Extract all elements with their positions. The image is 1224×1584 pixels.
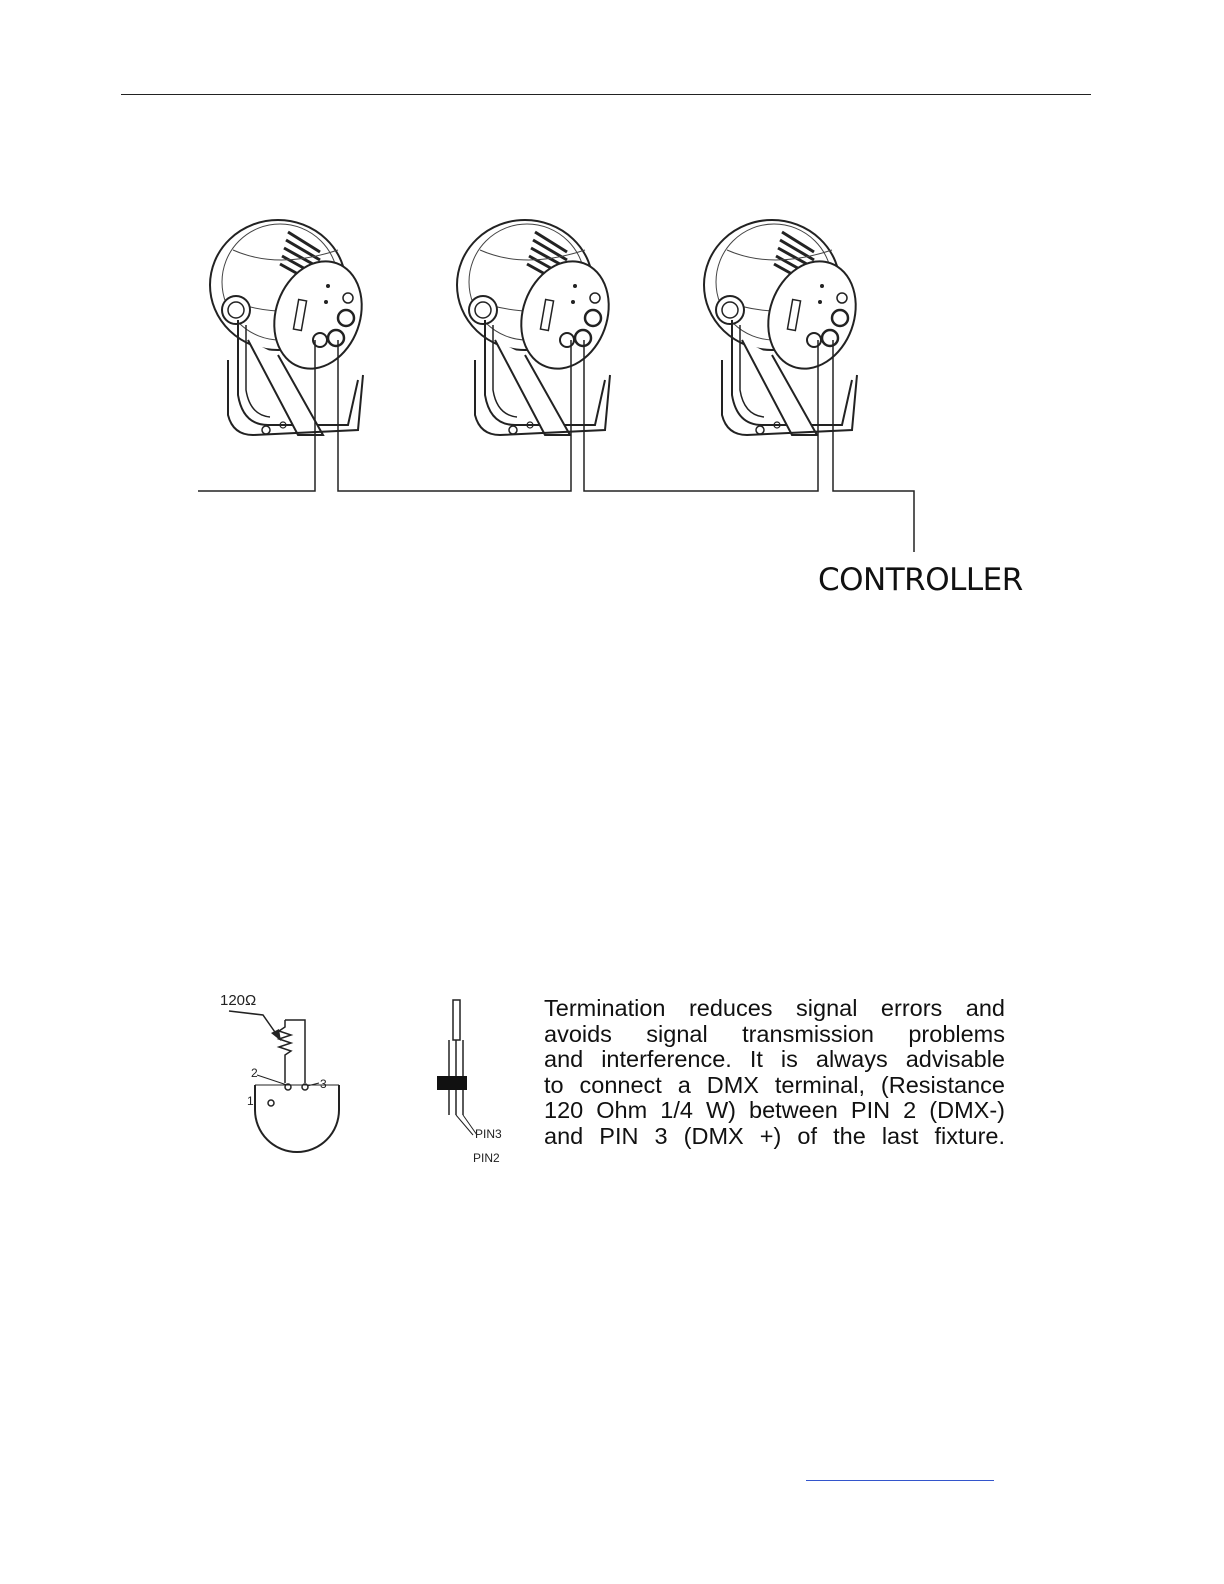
pin-label-3: 3 bbox=[320, 1077, 327, 1091]
controller-label: CONTROLLER bbox=[818, 562, 1023, 598]
fixture-3 bbox=[704, 220, 870, 435]
dmx-cable bbox=[198, 340, 914, 552]
termination-text-line: 120 Ohm 1/4 W) between PIN 2 (DMX-) bbox=[544, 1097, 1005, 1124]
termination-text-line: Termination reduces signal errors and bbox=[544, 995, 1005, 1021]
fixture-1 bbox=[210, 220, 376, 435]
termination-text-line: and PIN 3 (DMX +) of the last fixture. bbox=[544, 1122, 1005, 1149]
pin2-label: PIN2 bbox=[473, 1151, 500, 1165]
termination-text-line: to connect a DMX terminal, (Resistance bbox=[544, 1071, 1005, 1098]
fixture-2 bbox=[457, 220, 623, 435]
header-rule bbox=[121, 94, 1091, 95]
pin3-label: PIN3 bbox=[475, 1127, 502, 1141]
termination-diagram bbox=[215, 985, 525, 1175]
termination-text-line: avoids signal transmission problems bbox=[544, 1020, 1005, 1047]
resistor-value-label: 120Ω bbox=[220, 992, 257, 1009]
termination-text-line: and interference. It is always advisable bbox=[544, 1046, 1005, 1073]
footer-link[interactable] bbox=[806, 1466, 994, 1481]
pin-label-1: 1 bbox=[247, 1094, 254, 1108]
daisy-chain-diagram bbox=[190, 200, 1030, 610]
termination-description bbox=[544, 996, 1005, 1150]
pin-label-2: 2 bbox=[251, 1066, 258, 1080]
